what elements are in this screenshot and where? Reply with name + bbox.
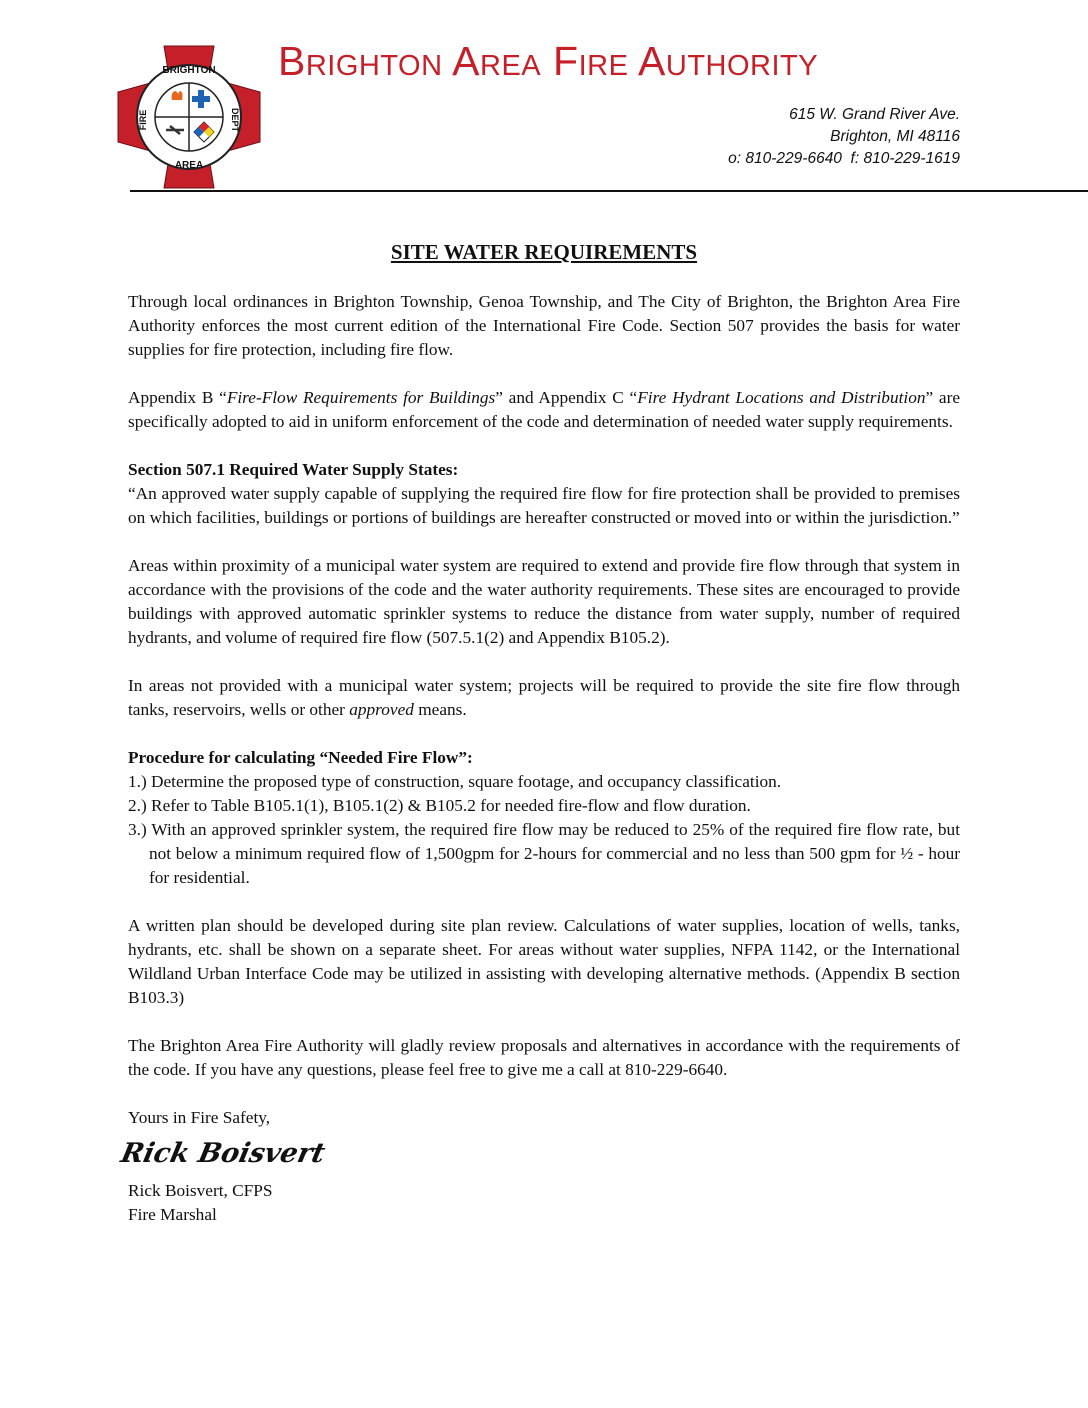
procedure-heading: Procedure for calculating “Needed Fire Flow”: xyxy=(128,748,473,767)
document-title: SITE WATER REQUIREMENTS xyxy=(390,240,698,264)
header-divider xyxy=(130,190,1088,192)
address-block xyxy=(728,104,960,170)
signer-title: Fire Marshal xyxy=(128,1205,217,1224)
appendix-text-e: ” are specifically adopted to aid in uniform enforcement of the code and determination of needed water supply requirements. xyxy=(128,388,960,431)
logo-text-left: FIRE xyxy=(138,109,148,131)
appendix-c-title: Fire Hydrant Locations and Distribution xyxy=(637,388,926,407)
paragraph-municipal-water: Areas within proximity of a municipal water system are required to extend and provide fire flow through that system in accordance with the provisions of the code and the water authority requirements. These sites are encouraged to provide buildings with approved automatic sprinkler systems to reduce the distance from water supply, number of required hydrants, and volume of required fire flow (507.5.1(2) and Appendix B105.2). xyxy=(128,556,960,647)
appendix-text-c: ” and Appendix C “ xyxy=(495,388,638,407)
section-507-1-quote: “An approved water supply capable of supplying the required fire flow for fire protection shall be provided to premises on which facilities, buildings or portions of buildings are hereafter constructed or moved into or within the jurisdiction.” xyxy=(128,484,960,527)
paragraph-written-plan: A written plan should be developed during site plan review. Calculations of water supplies, location of wells, tanks, hydrants, etc. shall be shown on a separate sheet. For areas without water supplies, NFPA 1142, or the International Wildland Urban Interface Code may be utilized in assisting with developing alternative methods. (Appendix B section B103.3) xyxy=(128,916,960,1007)
organization-name: Brighton Area Fire Authority xyxy=(278,38,819,84)
paragraph-review: The Brighton Area Fire Authority will gladly review proposals and alternatives in accordance with the requirements of the code. If you have any questions, please feel free to give me a call at 810-229-6640. xyxy=(128,1036,960,1079)
section-507-1-heading: Section 507.1 Required Water Supply States: xyxy=(128,460,459,479)
logo-text-bottom: AREA xyxy=(174,160,204,171)
signature-text: Rick Boisvert xyxy=(118,1137,328,1169)
appendix-b-title: Fire-Flow Requirements for Buildings xyxy=(226,388,496,407)
section-507-1 xyxy=(128,458,960,530)
handwritten-signature xyxy=(118,1132,328,1172)
no-municipal-text-a: In areas not provided with a municipal water system; projects will be required to provide the site fire flow through tanks, reservoirs, wells or other xyxy=(128,676,960,719)
fire-authority-logo xyxy=(114,42,264,192)
logo-text-right: DEPT xyxy=(230,107,240,133)
address-city: Brighton, MI 48116 xyxy=(830,128,960,145)
procedure-list xyxy=(128,746,960,890)
phone-fax: o: 810-229-6640 f: 810-229-1619 xyxy=(728,150,960,167)
procedure-step-1: 1.) Determine the proposed type of construction, square footage, and occupancy classification. xyxy=(128,772,782,791)
no-municipal-text-c: means. xyxy=(413,700,467,719)
paragraph-appendices xyxy=(128,386,960,434)
procedure-step-3: 3.) With an approved sprinkler system, the required fire flow may be reduced to 25% of the required fire flow rate, but not below a minimum required flow of 1,500gpm for 2-hours for commercial and no less than 500 gpm for ½ - hour for residential. xyxy=(128,820,960,887)
signer-name: Rick Boisvert, CFPS xyxy=(128,1181,273,1200)
paragraph-no-municipal-water xyxy=(128,674,960,722)
letter-body xyxy=(118,290,960,1227)
appendix-text-a: Appendix B “ xyxy=(128,388,227,407)
logo-text-top: BRIGHTON xyxy=(162,65,216,76)
paragraph-ordinances: Through local ordinances in Brighton Township, Genoa Township, and The City of Brighton, the Brighton Area Fire Authority enforces the most current edition of the International Fire Code. Section 507 provides the basis for water supplies for fire protection, including fire flow. xyxy=(128,292,960,359)
address-street: 615 W. Grand River Ave. xyxy=(789,106,960,123)
approved-emphasis: approved xyxy=(349,700,414,719)
closing-salutation: Yours in Fire Safety, xyxy=(128,1108,271,1127)
procedure-step-2: 2.) Refer to Table B105.1(1), B105.1(2) & B105.2 for needed fire-flow and flow duration. xyxy=(128,796,751,815)
